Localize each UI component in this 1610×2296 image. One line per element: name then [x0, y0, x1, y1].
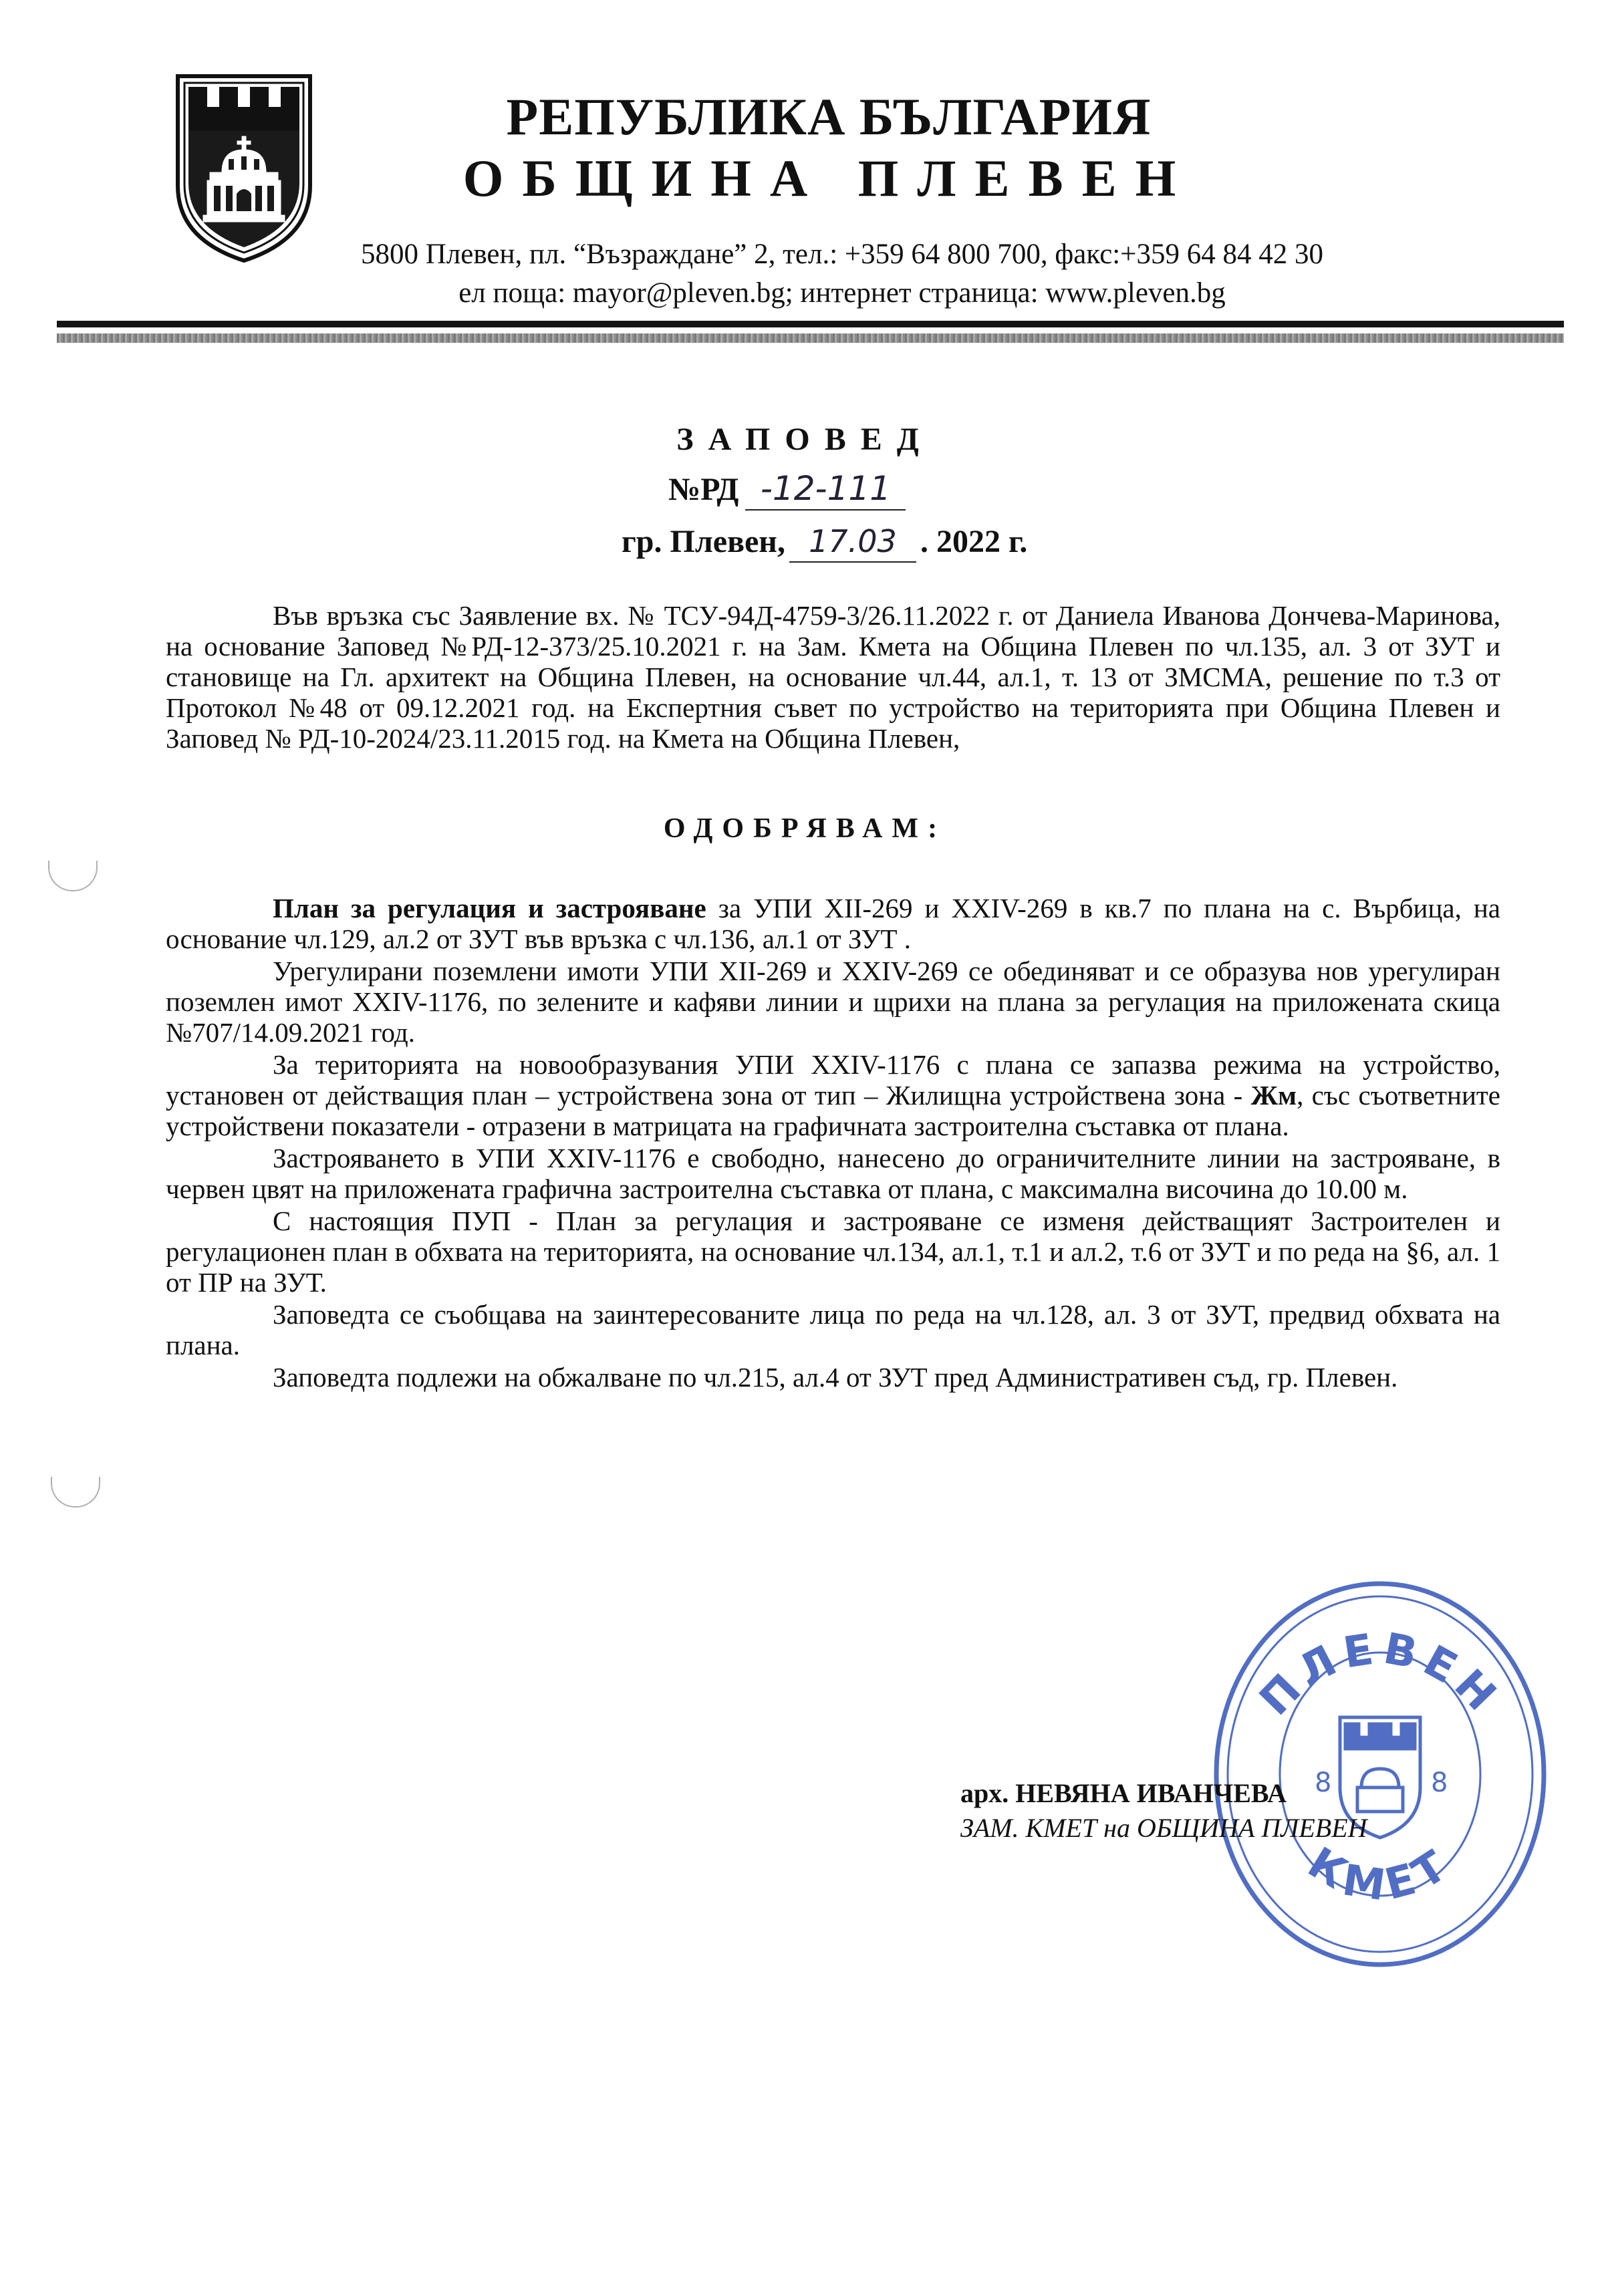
svg-text:КМЕТ	[1299, 1838, 1461, 1912]
decision-paragraph-1: План за регулация и застрояване за УПИ XII-269 и XXIV-269 в кв.7 по плана на с. Върбица, на основание чл.129, ал.2 от ЗУТ във връзка с чл.136, ал.1 от ЗУТ .	[166, 893, 1500, 954]
decision-paragraph-7: Заповедта подлежи на обжалване по чл.215, ал.4 от ЗУТ пред Административен съд, гр. Плевен.	[273, 1362, 1398, 1393]
official-stamp	[1206, 1574, 1554, 1968]
header-rule-shadow	[57, 333, 1564, 343]
header-country: РЕПУБЛИКА БЪЛГАРИЯ	[506, 88, 1152, 146]
zone-code: Жм	[1250, 1080, 1297, 1111]
stamp-top-text: ПЛЕВЕН	[1250, 1624, 1510, 1725]
signatory-name: арх. НЕВЯНА ИВАНЧЕВА	[960, 1778, 1287, 1808]
plan-title: План за регулация и застрояване	[273, 893, 706, 923]
order-title: ЗАПОВЕД	[676, 422, 934, 457]
punch-hole-mark	[48, 861, 98, 891]
order-year: . 2022 г.	[920, 524, 1028, 559]
pleven-coat-of-arms-icon	[172, 72, 315, 265]
decision-paragraph-6: Заповедта се съобщава на заинтересованите лица по реда на чл.128, ал. 3 от ЗУТ, предвид обхвата на плана.	[166, 1299, 1500, 1360]
stamp-number-left: 8	[1315, 1767, 1332, 1798]
decision-paragraph-5: С настоящия ПУП - План за регулация и застрояване се изменя действащият Застроителен и регулационен план в обхвата на територията, на основание чл.134, ал.1, т.1 и ал.2, т.6 от ЗУТ и по реда на §6, ал. 1 от ПР на ЗУТ.	[166, 1205, 1500, 1298]
decision-paragraph-4: Застрояването в УПИ XXIV-1176 е свободно, нанесено до ограничителните линии на застрояване, в червен цвят на приложената графична застроителна съставка от плана, с максимална височина до 10.00 м.	[166, 1143, 1500, 1204]
approve-heading: ОДОБРЯВАМ:	[663, 813, 947, 844]
stamp-number-right: 8	[1431, 1767, 1448, 1798]
intro-paragraph	[166, 600, 1500, 754]
svg-text:ПЛЕВЕН	[1250, 1624, 1510, 1725]
header-rule	[57, 321, 1564, 327]
header-address: 5800 Плевен, пл. “Възраждане” 2, тел.: +359 64 800 700, факс:+359 64 84 42 30	[361, 239, 1323, 270]
decision-body	[166, 893, 1500, 1394]
stamp-bottom-text: КМЕТ	[1299, 1838, 1461, 1912]
header-contacts: ел поща: mayor@pleven.bg; интернет страница: www.pleven.bg	[458, 277, 1226, 309]
header-municipality: ОБЩИНА ПЛЕВЕН	[462, 149, 1195, 207]
intro-text: Във връзка със Заявление вх. № ТСУ-94Д-4759-3/26.11.2022 г. от Даниела Иванова Дончева-Маринова, на основание Заповед №РД-12-373/25.10.2021 г. на Зам. Кмета на Община Плевен по чл.135, ал. 3 от ЗУТ и становище на Гл. архитект на Община Плевен, на основание чл.44, ал.1, т. 13 от ЗМСМА, решение по т.3 от Протокол №48 от 09.12.2021 год. на Експертния съвет по устройство на територията при Община Плевен и Заповед № РД-10-2024/23.11.2015 год. на Кмета на Община Плевен,	[166, 600, 1500, 754]
signatory-role: ЗАМ. КМЕТ на ОБЩИНА ПЛЕВЕН	[960, 1813, 1367, 1843]
order-date-handwritten: 17.03	[789, 525, 916, 563]
punch-hole-mark	[51, 1477, 100, 1508]
order-number	[668, 471, 906, 511]
decision-paragraph-3: За територията на новообразувания УПИ XXIV-1176 с плана се запазва режима на устройство, установен от действащия план – устройствена зона от тип – Жилищна устройствена зона - Жм, със съответните устройствени показатели - отразени в матрицата на графичната застроителна съставка от плана.	[166, 1049, 1500, 1141]
decision-paragraph-2: Урегулирани поземлени имоти УПИ XII-269 и XXIV-269 се обединяват и се образува нов урегулиран поземлен имот XXIV-1176, по зелените и кафяви линии и щрихи на плана за регулация на приложената скица №707/14.09.2021 год.	[166, 956, 1500, 1048]
order-number-handwritten: -12-111	[745, 472, 906, 511]
order-number-prefix: №РД	[668, 472, 739, 507]
order-place: гр. Плевен,	[622, 524, 785, 559]
order-place-date	[622, 523, 1027, 563]
